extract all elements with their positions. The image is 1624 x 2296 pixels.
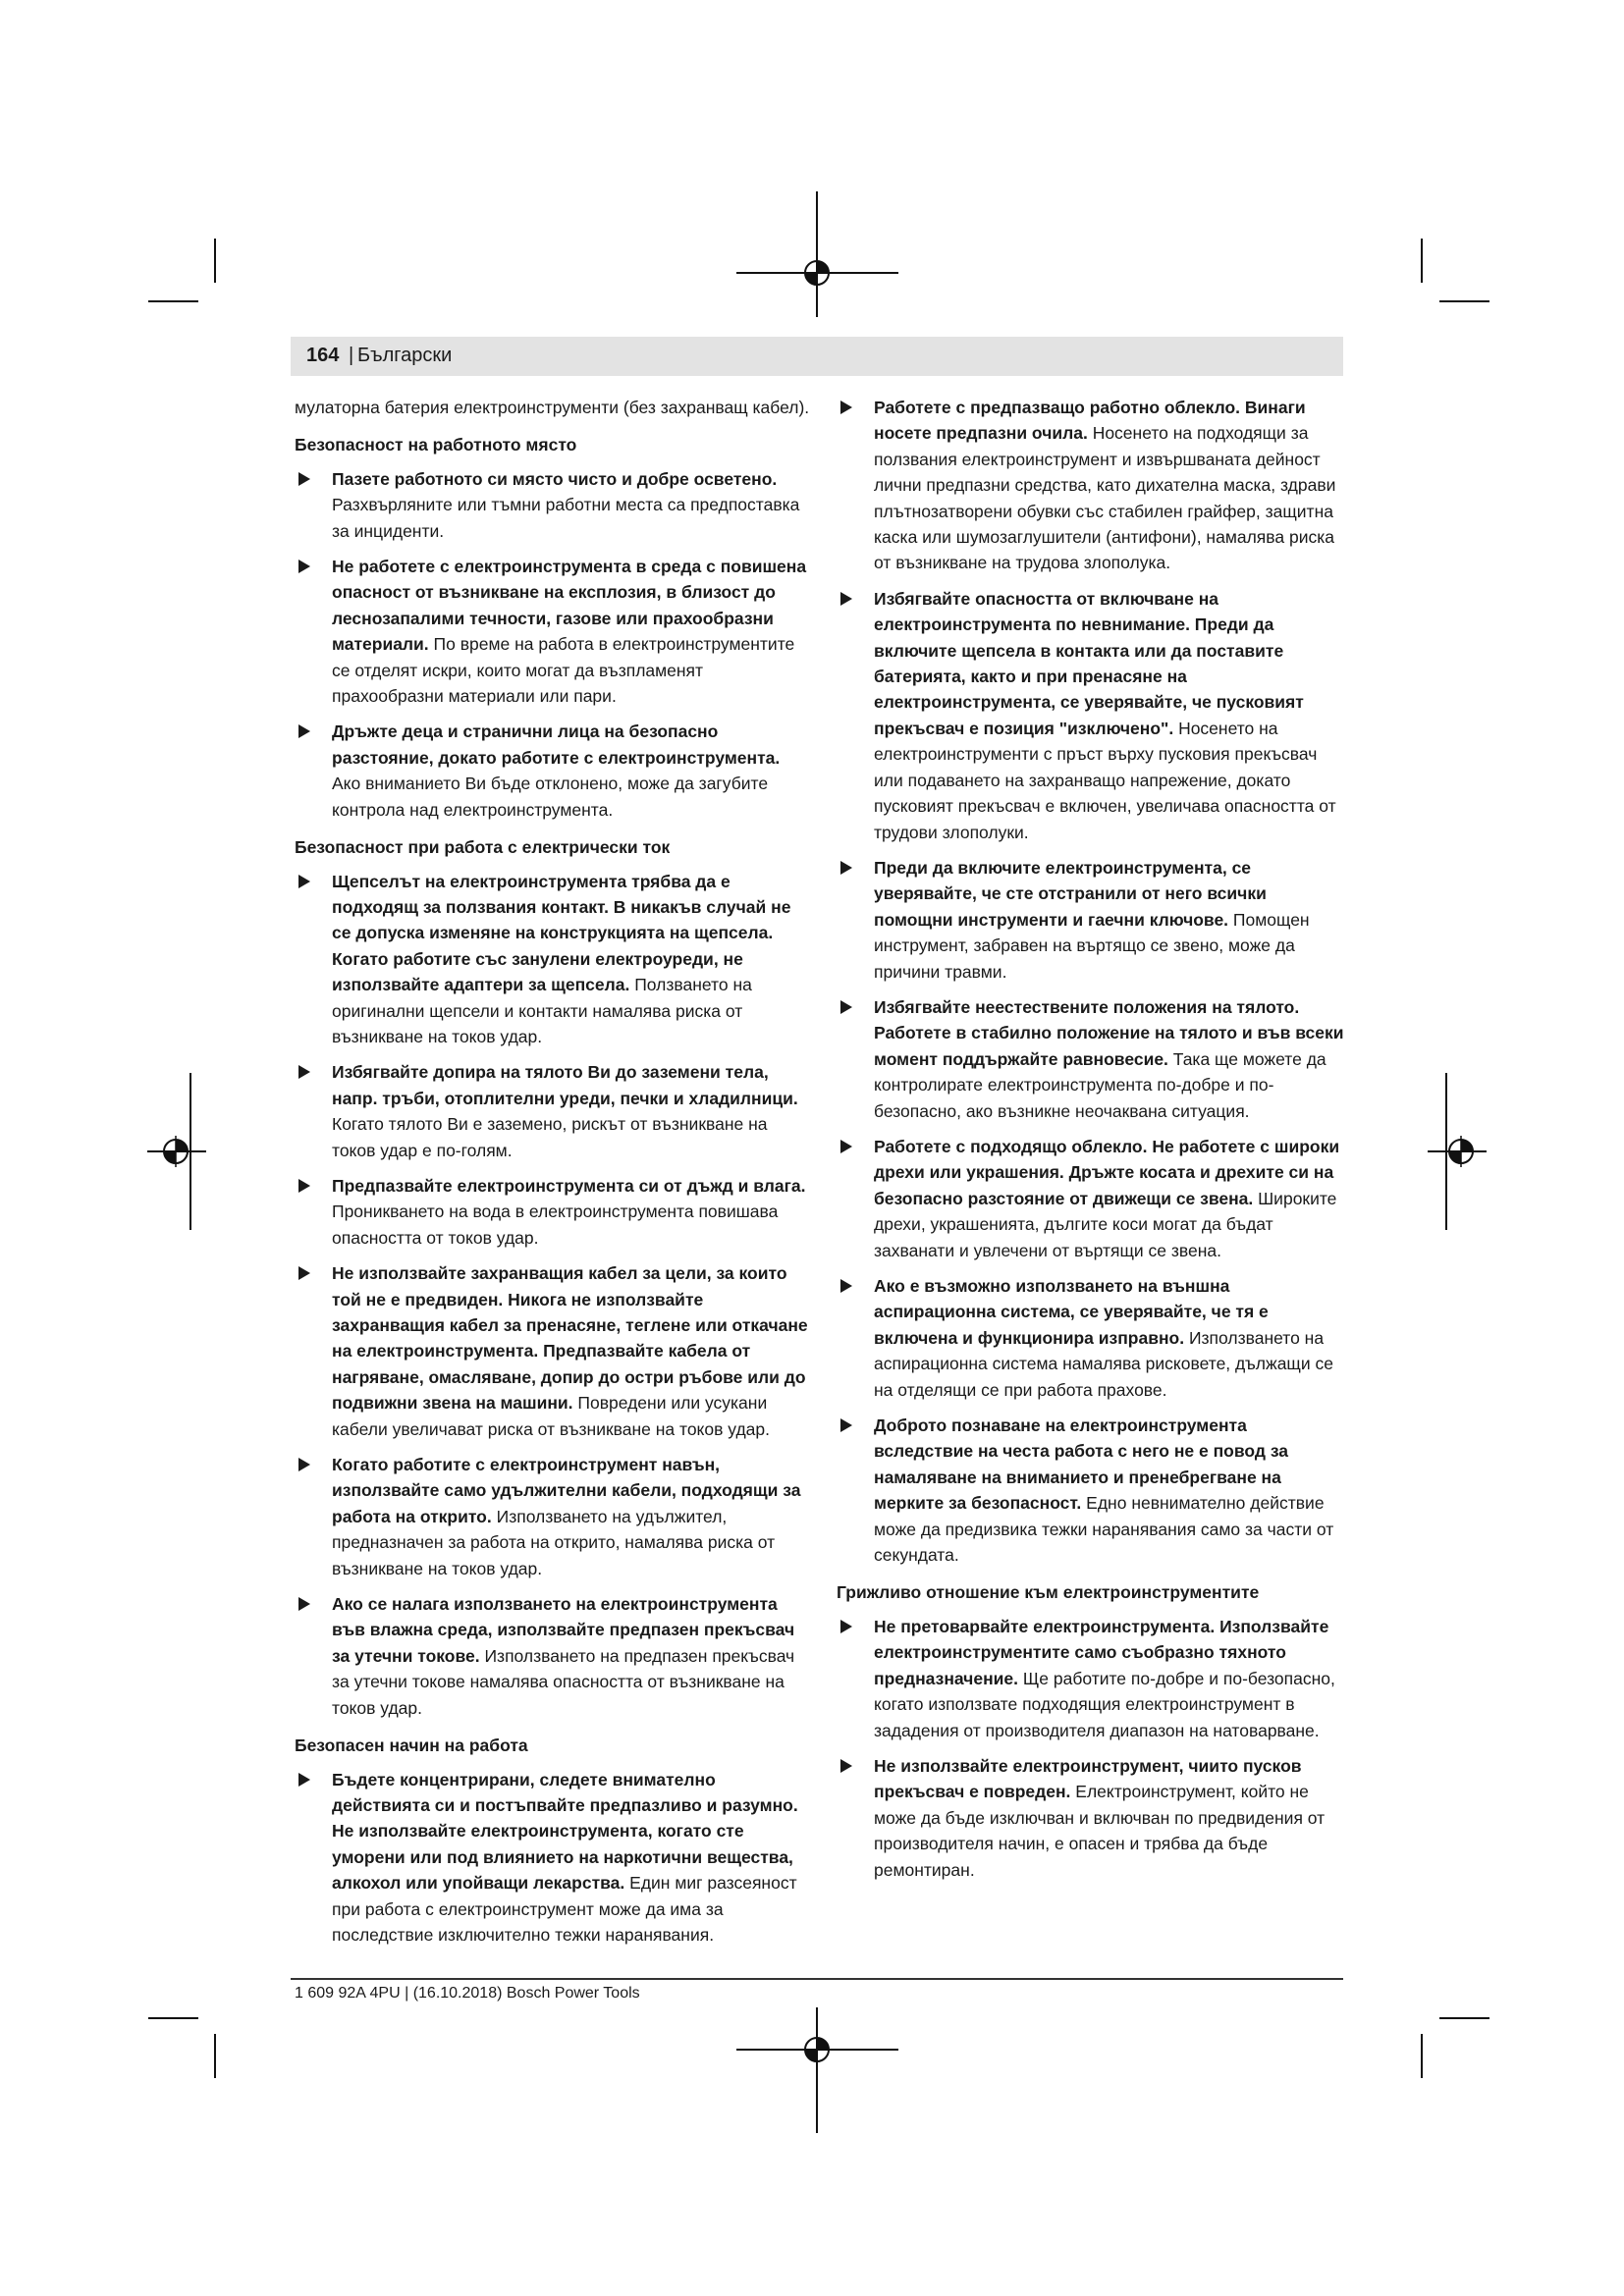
- bullet-explanation: Носенето на електроинструменти с пръст върху пусковия прекъсвач или подаването на захранващо напрежение, докато пусковият прекъсвач е включен, увеличава опасността от трудови злополуки.: [874, 718, 1336, 842]
- bullet-item: [837, 1753, 1345, 1883]
- bullet-instruction: Работете с подходящо облекло. Не работете с широки дрехи или украшения. Дръжте косата и дрехите си на безопасно разстояние от движещи се звена.: [874, 1136, 1340, 1208]
- bullet-instruction: Работете с предпазващо работно облекло. Винаги носете предпазни очила.: [874, 398, 1306, 444]
- bullet-explanation: Използването на предпазен прекъсвач за утечни токове намалява опасността от възникване на токов удар.: [332, 1645, 795, 1718]
- bullet-triangle-icon: [298, 1266, 310, 1280]
- bullet-instruction: Предпазвайте електроинструмента си от дъжд и влага.: [332, 1175, 806, 1196]
- bullet-item: [837, 395, 1345, 576]
- header-separator: |: [349, 345, 354, 366]
- bullet-triangle-icon: [298, 724, 310, 738]
- bullet-explanation: Така ще можете да контролирате електроинструмента по-добре и по-безопасно, ако възникне неочаквана ситуация.: [874, 1048, 1326, 1121]
- bullet-explanation: Използването на аспирационна система намалява рисковете, дължащи се на отделящи се при работа прахове.: [874, 1327, 1333, 1400]
- bullet-explanation: Проникването на вода в електроинструмента повишава опасността от токов удар.: [332, 1201, 779, 1248]
- bullet-triangle-icon: [840, 1759, 852, 1773]
- bullet-triangle-icon: [298, 1773, 310, 1787]
- bullet-instruction: Преди да включите електроинструмента, се уверявайте, че сте отстранили от него всички помощни инструменти и гаечни ключове.: [874, 857, 1267, 930]
- registration-mark-icon: [801, 257, 833, 289]
- bullet-instruction: Дръжте деца и странични лица на безопасно разстояние, докато работите с електроинструмента.: [332, 721, 781, 768]
- bullet-triangle-icon: [840, 1620, 852, 1633]
- bullet-item: [295, 1059, 813, 1163]
- footer-text: 1 609 92A 4PU | (16.10.2018) Bosch Power Tools: [295, 1985, 640, 2002]
- crop-mark-top-right-v: [1421, 239, 1423, 283]
- bullet-explanation: Един миг разсеяност при работа с електроинструмент може да има за последствие изключително тежки наранявания.: [332, 1873, 797, 1945]
- bullet-triangle-icon: [298, 560, 310, 573]
- bullet-triangle-icon: [298, 875, 310, 888]
- bullet-triangle-icon: [298, 1597, 310, 1611]
- bullet-item: [295, 1452, 813, 1581]
- bullet-explanation: Повредени или усукани кабели увеличават риска от възникване на токов удар.: [332, 1393, 771, 1439]
- bullet-item: [295, 719, 813, 823]
- bullet-triangle-icon: [298, 1458, 310, 1471]
- bullet-item: [837, 1614, 1345, 1743]
- bullet-instruction: Не работете с електроинструмента в среда с повишена опасност от възникване на експлозия, в близост до леснозапалими течности, газове или прахообразни материали.: [332, 557, 807, 655]
- section-heading: Безопасност на работното място: [295, 435, 577, 455]
- bullet-explanation: Носенето на подходящи за ползвания електроинструмент и извършваната дейност лични предпазни средства, като дихателна маска, здрави плътнозатворени обувки със стабилен грайфер, защитна каска или шумозаглушители (антифони), намалява риска от възникване на трудова злополука.: [874, 423, 1336, 573]
- section-language: Български: [357, 345, 453, 366]
- bullet-triangle-icon: [840, 1418, 852, 1432]
- bullet-triangle-icon: [840, 400, 852, 414]
- reg-line-top-v: [816, 191, 818, 317]
- bullet-explanation: По време на работа в електроинструментите се отделят искри, които могат да възпламенят прахообразни материали или пари.: [332, 634, 795, 707]
- crop-mark-bottom-left-h: [148, 2017, 198, 2019]
- bullet-instruction: Не използвайте електроинструмент, чиито пусков прекъсвач е повреден.: [874, 1755, 1302, 1802]
- crop-mark-bottom-right-h: [1439, 2017, 1489, 2019]
- bullet-instruction: Бъдете концентрирани, следете внимателно действията си и постъпвайте предпазливо и разумно. Не използвайте електроинструмента, когато сте уморени или под влиянието на наркотични вещества, алкохол или упойващи лекарства.: [332, 1769, 798, 1894]
- crop-mark-bottom-right-v: [1421, 2034, 1423, 2078]
- bullet-explanation: Широките дрехи, украшенията, дългите коси могат да бъдат захванати и увлечени от въртящи се звена.: [874, 1188, 1337, 1260]
- bullet-item: [295, 1173, 813, 1251]
- bullet-explanation: Използването на удължител, предназначен за работа на открито, намалява риска от възникване на токов удар.: [332, 1506, 776, 1578]
- section-heading: Грижливо отношение към електроинструментите: [837, 1582, 1260, 1603]
- paragraph: мулаторна батерия електроинструменти (без захранващ кабел).: [295, 398, 810, 417]
- section-heading: Безопасен начин на работа: [295, 1735, 528, 1756]
- bullet-explanation: Ще работите по-добре и по-безопасно, когато използвате подходящия електроинструмент в зададения от производителя диапазон на натоварване.: [874, 1668, 1335, 1740]
- bullet-triangle-icon: [840, 1279, 852, 1293]
- bullet-item: [295, 1260, 813, 1442]
- bullet-item: [837, 1134, 1345, 1263]
- bullet-instruction: Избягвайте неестествените положения на тялото. Работете в стабилно положение на тялото и във всеки момент поддържайте равновесие.: [874, 996, 1344, 1069]
- bullet-item: [295, 1591, 813, 1721]
- crop-mark-top-right-h: [1439, 300, 1489, 302]
- bullet-instruction: Не претоварвайте електроинструмента. Използвайте електроинструментите само съобразно тяхното предназначение.: [874, 1616, 1329, 1688]
- bullet-instruction: Щепселът на електроинструмента трябва да е подходящ за ползвания контакт. В никакъв случай не се допуска изменяне на конструкцията на щепсела. Когато работите със занулени електроуреди, не използвайте адаптери за щепсела.: [332, 871, 791, 995]
- bullet-item: [837, 855, 1345, 985]
- bullet-instruction: Доброто познаване на електроинструмента вследствие на честа работа с него не е повод за намаляване на вниманието и пренебрегване на мерките за безопасност.: [874, 1415, 1289, 1514]
- bullet-item: [837, 1413, 1345, 1568]
- bullet-instruction: Избягвайте опасността от включване на електроинструмента по невнимание. Преди да включите щепсела в контакта или да поставите батерията, както и при пренасяне на електроинструмента, се уверявайте, че пусковият прекъсвач е позиция "изключено".: [874, 588, 1304, 738]
- bullet-explanation: Помощен инструмент, забравен на въртящо се звено, може да причини травми.: [874, 909, 1310, 982]
- bullet-instruction: Пазете работното си място чисто и добре осветено.: [332, 468, 778, 489]
- left-column: [295, 395, 813, 1957]
- page-number: 164: [306, 345, 340, 366]
- bullet-explanation: Разхвърляните или тъмни работни места са предпоставка за инциденти.: [332, 495, 800, 541]
- registration-mark-icon: [1445, 1136, 1477, 1167]
- bullet-triangle-icon: [840, 861, 852, 875]
- crop-mark-top-left-h: [148, 300, 198, 302]
- bullet-triangle-icon: [298, 1065, 310, 1079]
- bullet-triangle-icon: [298, 472, 310, 486]
- bullet-item: [837, 994, 1345, 1124]
- bullet-instruction: Не използвайте захранващия кабел за цели, за които той не е предвиден. Никога не използвайте захранващия кабел за пренасяне, теглене или откачане на електроинструмента. Предпазвайте кабела от нагряване, омасляване, допир до остри ръбове или до подвижни звена на машини.: [332, 1263, 808, 1414]
- crop-mark-top-left-v: [214, 239, 216, 283]
- right-column: [837, 395, 1345, 1893]
- bullet-triangle-icon: [298, 1179, 310, 1193]
- bullet-item: [837, 586, 1345, 845]
- crop-mark-bottom-left-v: [214, 2034, 216, 2078]
- bullet-triangle-icon: [840, 1140, 852, 1153]
- bullet-instruction: Когато работите с електроинструмент навън, използвайте само удължителни кабели, подходящи за работа на открито.: [332, 1455, 801, 1526]
- bullet-item: [295, 869, 813, 1050]
- bullet-triangle-icon: [840, 592, 852, 606]
- bullet-explanation: Ако вниманието Ви бъде отклонено, може да загубите контрола над електроинструмента.: [332, 774, 769, 820]
- footer-rule: [291, 1978, 1343, 1980]
- bullet-item: [295, 554, 813, 709]
- bullet-explanation: Електроинструмент, който не може да бъде изключван и включван по предвидения от производителя начин, е опасен и трябва да бъде ремонтиран.: [874, 1782, 1326, 1880]
- bullet-explanation: Едно невнимателно действие може да предизвика тежки наранявания само за части от секундата.: [874, 1493, 1334, 1566]
- page-header: [291, 337, 1343, 376]
- bullet-item: [295, 1767, 813, 1949]
- bullet-explanation: Ползването на оригинални щепсели и контакти намалява риска от възникване на токов удар.: [332, 975, 752, 1046]
- bullet-instruction: Ако е възможно използването на външна аспирационна система, се уверявайте, че тя е включена и функционира изправно.: [874, 1276, 1269, 1348]
- section-heading: Безопасност при работа с електрически ток: [295, 837, 671, 858]
- bullet-item: [295, 466, 813, 544]
- bullet-explanation: Когато тялото Ви е заземено, рискът от възникване на токов удар е по-голям.: [332, 1114, 768, 1160]
- registration-mark-icon: [801, 2034, 833, 2065]
- bullet-instruction: Ако се налага използването на електроинструмента във влажна среда, използвайте предпазен прекъсвач за утечни токове.: [332, 1594, 795, 1666]
- bullet-triangle-icon: [840, 1000, 852, 1014]
- registration-mark-icon: [160, 1136, 191, 1167]
- reg-line-bottom-v: [816, 2007, 818, 2133]
- bullet-instruction: Избягвайте допира на тялото Ви до заземени тела, напр. тръби, отоплителни уреди, печки и хладилници.: [332, 1062, 798, 1108]
- bullet-item: [837, 1273, 1345, 1403]
